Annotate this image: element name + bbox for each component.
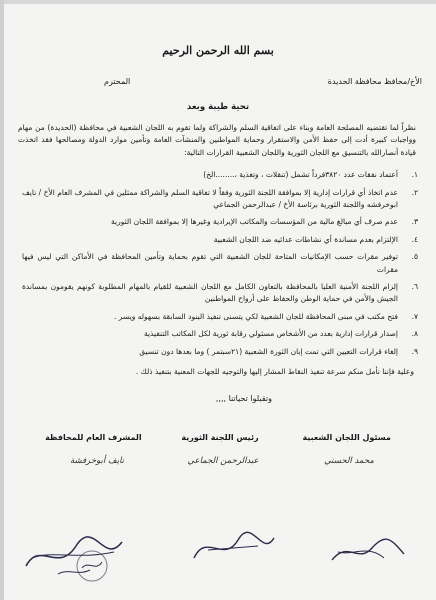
addressee: الأخ/محافظ محافظة الحديدة xyxy=(327,77,422,86)
decision-number: ٢. xyxy=(411,187,418,197)
decision-number: ٧. xyxy=(411,311,418,321)
handwritten-signature-left xyxy=(18,530,128,580)
decision-item xyxy=(22,216,418,228)
decision-text: عدم اتخاذ أي قرارات إدارية إلا بموافقة اللجنة الثورية وفقاً لا تفاقية السلم والشراكة ممثلين في المشرف العام الأخ / نايف ابوخرفشه واللجنة الثورية برئاسة الأخ / عبدالرحمن الجماعي xyxy=(22,187,398,210)
address-line xyxy=(14,77,422,86)
greeting: تحية طيبة وبعد xyxy=(186,102,250,112)
decision-item xyxy=(22,311,418,323)
page-edge-top xyxy=(0,0,436,4)
decision-text: عدم صرف أي مبالغ مالية من المؤسسات والمكاتب الإيرادية وغيرها إلا بموافقة اللجان الثورية xyxy=(111,217,398,227)
decision-text: إلزام اللجنة الأمنية العليا بالمحافظة بالتعاون الكامل مع اللجان الشعبية للقيام بالمهام المطلوبة كونهم يقومون بمساندة الجيش والأمن في حماية الوطن والحفاظ على أرواح المواطنين xyxy=(22,282,398,304)
decision-number: ١. xyxy=(411,170,418,180)
decision-text: توفير مقرات حسب الإمكانيات المتاحة للجان الشعبية التي تقوم بحماية وتأمين المحافظة في الأماكن التي ليس فيها مقرات xyxy=(22,252,398,274)
decision-item xyxy=(22,169,418,181)
decision-item xyxy=(22,328,418,340)
decision-text: فتح مكتب في مبنى المحافظة للجان الشعبية لكي يتسنى تنفيذ البنود السابقة بسهوله ويسر . xyxy=(114,311,398,321)
decision-item xyxy=(22,346,418,358)
signature-title-revolutionary-committee: رئيس اللجنة الثورية xyxy=(181,433,259,443)
signature-title-general-supervisor: المشرف العام للمحافظة xyxy=(45,433,142,443)
signature-names xyxy=(14,456,422,466)
decision-text: إصدار قرارات إدارية بعدد من الأشخاص مسئولي رقابة ثورية لكل المكاتب التنفيذية xyxy=(143,329,398,339)
intro-paragraph: نظراً لما تقتضيه المصلحة العامة وبناء على اتفاقية السلم والشراكة ولما تقوم به اللجان الشعبية في محافظة (الحديدة) من مهام وواجبات كبيرة أدت إلى حفظ الأمن والاستقرار وحماية المواطنين والمنشآت العامة وتأمين موارد الدولة ومصالحها فقد اتخذت قيادة أنصارالله بالتنسيق مع اللجان الثورية واللجان الشعبية القرارات التالية: xyxy=(18,123,416,157)
decisions-list xyxy=(14,169,422,358)
decision-item xyxy=(22,187,418,212)
decision-item xyxy=(22,234,418,246)
decision-text: إلغاء قرارات التعيين التي تمت إبان الثورة الشعبية (٢١سبتمر ) وما بعدها دون تنسيق xyxy=(139,346,398,356)
basmala-heading: بسم الله الرحمن الرحيم xyxy=(162,44,274,57)
handwritten-signature-center xyxy=(188,528,278,568)
decision-number: ٣. xyxy=(411,217,418,227)
decision-text: أعتماد نفقات عدد ٣٨٢٠فرداً تشمل (تنقلات ، وتغذية ،........الخ) xyxy=(203,170,398,180)
decision-item xyxy=(22,251,418,276)
decision-number: ٥. xyxy=(411,252,418,262)
regards-line: وتقبلوا تحياتنا ,,,, xyxy=(215,394,272,404)
handwritten-signature-right xyxy=(328,534,408,568)
signature-title-popular-committees: مسئول اللجان الشعبية xyxy=(302,433,391,443)
signature-name-center: عبدالرحمن الجماعي xyxy=(187,456,259,467)
page-edge-left xyxy=(0,0,4,600)
signature-titles xyxy=(14,433,422,442)
decision-number: ٦. xyxy=(411,282,418,292)
signature-name-left: نايف أبوخرفشة xyxy=(69,456,125,467)
signature-name-right: محمد الحسني xyxy=(324,456,374,467)
decision-item xyxy=(22,281,418,306)
decision-number: ٤. xyxy=(411,234,418,244)
decision-text: الإلتزام بعدم مساندة أي نشاطات عدائيه ضد اللجان الشعبية xyxy=(213,234,398,244)
decision-number: ٩. xyxy=(411,346,418,356)
closing-paragraph: وعلية فإننا نأمل منكم سرعة تنفيذ النقاط المشار إليها والتوجيه للجهات المعنية بتنفيذ ذلك . xyxy=(135,367,414,377)
date-stamp-icon xyxy=(74,548,110,584)
decision-number: ٨. xyxy=(411,329,418,339)
honorific: المحترم xyxy=(104,77,131,86)
